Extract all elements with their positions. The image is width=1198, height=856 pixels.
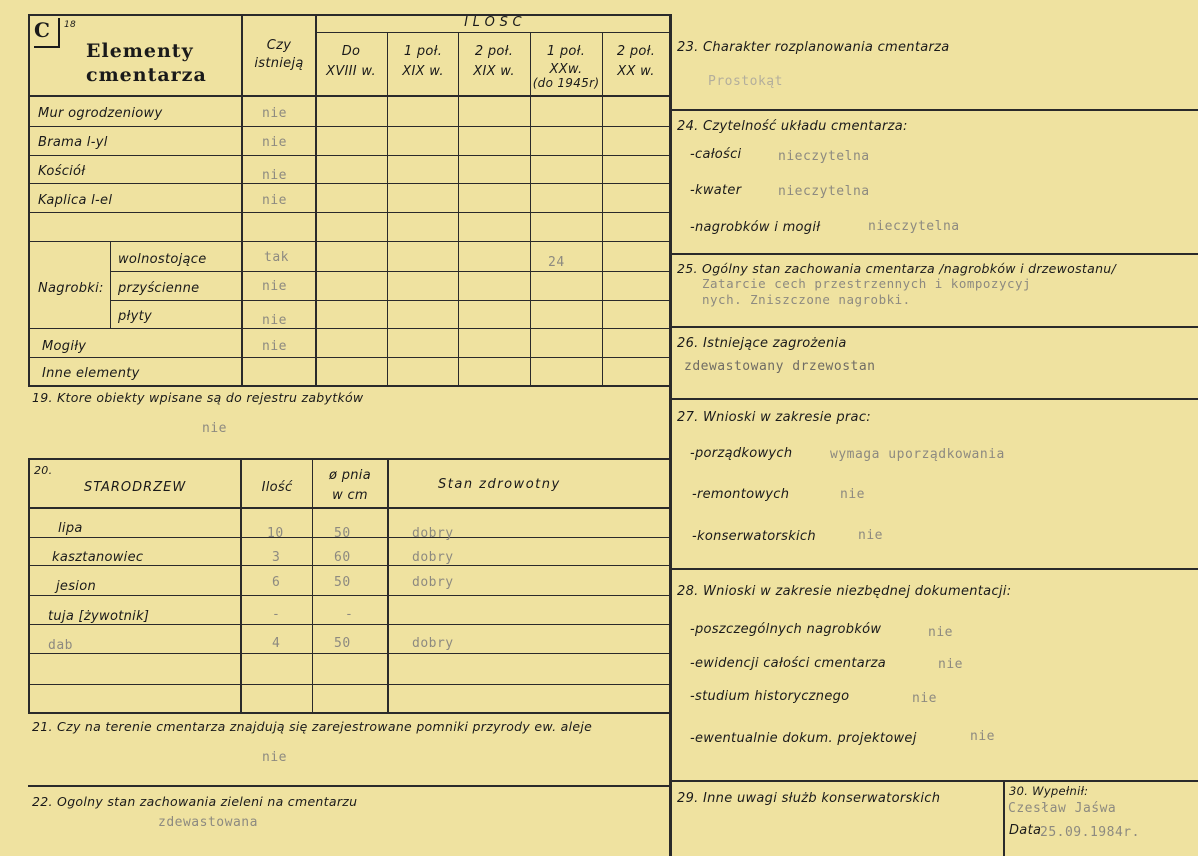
col-20b-l1: 2 poł. [616,44,656,59]
rule [28,357,671,358]
rule [28,595,671,596]
card-code-letter: C [34,18,50,42]
s28-item-value: nie [912,691,937,706]
row-value-mur: nie [262,106,287,121]
s27-item-label: -konserwatorskich [692,529,816,544]
rule [312,458,313,714]
row-value-wolnostojace: tak [264,250,289,265]
s20-head-count: Ilość [261,480,293,495]
col-18-l2: XVIII w. [326,64,376,79]
tree-health: dobry [412,575,454,590]
s23-value: Prostokąt [708,74,783,89]
card-code [34,18,60,46]
s30-date-label: Data [1009,823,1042,838]
rule [602,32,603,386]
tree-name: lipa [58,521,83,536]
rule [28,155,671,156]
row-value-brama: nie [262,135,287,150]
s24-item-value: nieczytelna [778,149,870,164]
rule [530,32,531,386]
s28-item-label: -ewentualnie dokum. projektowej [690,731,917,746]
s30-name: Czesław Jaśwa [1008,801,1117,816]
row-label-kaplica: Kaplica l-el [38,193,113,208]
title-line-2: cmentarza [86,64,207,86]
row-label-wolnostojace: wolnostojące [118,252,207,267]
tree-name: jesion [56,579,96,594]
rule [28,712,671,714]
rule [387,458,389,714]
s21-label: 21. Czy na terenie cmentarza znajdują się zarejestrowane pomniki przyrody ew. aleje [32,719,593,734]
s25-label: 25. Ogólny stan zachowania cmentarza /nagrobków i drzewostanu/ [677,261,1117,276]
s30-label: 30. Wypełnił: [1009,784,1089,798]
s27-item-value: nie [840,487,865,502]
nagrobki-label: Nagrobki: [38,281,104,296]
row-label-inne: Inne elementy [42,366,140,381]
s30-date: 25.09.1984r. [1040,825,1140,840]
rule [28,684,671,685]
s20-num: 20. [34,464,53,477]
rule [28,507,671,509]
s24-item-value: nieczytelna [778,184,870,199]
tree-dia: - [345,607,354,622]
row-value-mogily: nie [262,339,287,354]
s27-item-value: wymaga uporządkowania [830,447,1005,462]
ilosc-header: I L O S C [464,15,522,30]
rule [671,326,1198,328]
tree-dia: 50 [334,526,351,541]
s21-value: nie [262,750,287,765]
col-czy-1: Czy [266,38,292,53]
rule [110,241,111,329]
s28-item-label: -poszczególnych nagrobków [690,622,882,637]
rule [458,32,459,386]
tree-health: dobry [412,636,454,651]
s28-item-value: nie [970,729,995,744]
rule [28,458,30,714]
tree-count: 6 [272,575,281,590]
rule [241,14,243,386]
rule [387,32,388,386]
col-20a-l1: 1 poł. [546,44,586,59]
col-19a-l1: 1 poł. [403,44,443,59]
rule [671,253,1198,255]
tree-count: 4 [272,636,281,651]
s20-head-health: Stan zdrowotny [438,477,561,492]
s26-value: zdewastowany drzewostan [684,359,876,374]
rule [671,398,1198,400]
row-label-kosciol: Kościół [38,164,86,179]
tree-health: dobry [412,550,454,565]
s23-label: 23. Charakter rozplanowania cmentarza [677,40,950,55]
s27-item-label: -porządkowych [690,446,793,461]
rule [28,95,671,97]
tree-name: tuja [żywotnik] [48,609,150,624]
row-label-plyty: płyty [118,309,152,324]
row-label-mogily: Mogiły [42,339,87,354]
rule [671,109,1198,111]
s25-line-1: Zatarcie cech przestrzennych i kompozycyj [702,276,1032,291]
rule [671,780,1198,782]
s29-label: 29. Inne uwagi służb konserwatorskich [677,791,941,806]
rule [28,385,671,387]
col-18-l1: Do [341,44,361,59]
s19-value: nie [202,421,227,436]
rule [28,126,671,127]
rule [671,568,1198,570]
rule [669,14,672,856]
rule [28,212,671,213]
row-label-przyscienne: przyścienne [118,281,200,296]
rule [28,14,30,386]
col-19b-l1: 2 poł. [474,44,514,59]
tree-dia: 50 [334,575,351,590]
col-20b-l2: XX w. [617,64,655,79]
s28-item-label: -ewidencji całości cmentarza [690,656,887,671]
rule [240,458,242,714]
s24-item-value: nieczytelna [868,219,960,234]
rule [110,271,671,272]
s20-head-dia-2: w cm [332,488,368,503]
tree-dia: 60 [334,550,351,565]
col-19a-l2: XIX w. [402,64,444,79]
s27-label: 27. Wnioski w zakresie prac: [677,410,871,425]
s25-line-2: nych. Zniszczone nagrobki. [702,292,911,307]
s22-label: 22. Ogolny stan zachowania zieleni na cmentarzu [32,794,358,809]
rule [1003,780,1005,856]
row-value-kosciol: nie [262,168,287,183]
tree-count: 3 [272,550,281,565]
col-19b-l2: XIX w. [473,64,515,79]
rule [28,328,671,329]
col-czy-2: istnieją [254,56,304,71]
rule [315,32,671,33]
tree-dia: 50 [334,636,351,651]
rule [28,624,671,625]
col-20a-l2: XXw. [549,62,583,77]
s19-label: 19. Ktore obiekty wpisane są do rejestru zabytków [32,390,364,405]
row-label-mur: Mur ogrodzeniowy [38,106,163,121]
rule [110,300,671,301]
s24-item-label: -całości [690,147,742,162]
row-value-plyty: nie [262,313,287,328]
rule [315,14,317,386]
s27-item-value: nie [858,528,883,543]
rule [28,785,671,787]
rule [28,241,671,242]
tree-health: dobry [412,526,454,541]
row-label-brama: Brama l-yl [38,135,108,150]
rule [28,565,671,566]
tree-name: kasztanowiec [52,550,144,565]
title-line-1: Elementy [86,40,194,62]
s28-label: 28. Wnioski w zakresie niezbędnej dokumentacji: [677,584,1012,599]
s22-value: zdewastowana [158,815,258,830]
row-count-wolnostojace: 24 [548,255,565,270]
s24-item-label: -kwater [690,183,742,198]
s28-item-value: nie [938,657,963,672]
rule [28,653,671,654]
tree-count: 10 [267,526,284,541]
tree-name: dab [48,638,73,653]
s28-item-value: nie [928,625,953,640]
rule [28,458,671,460]
row-value-kaplica: nie [262,193,287,208]
s24-label: 24. Czytelność układu cmentarza: [677,119,908,134]
rule [28,183,671,184]
s20-head-name: STARODRZEW [84,480,187,495]
card-code-sup: 18 [64,20,77,30]
col-20a-l3: (do 1945r) [532,76,600,90]
tree-count: - [272,607,281,622]
s24-item-label: -nagrobków i mogił [690,220,821,235]
s28-item-label: -studium historycznego [690,689,850,704]
row-value-przyscienne: nie [262,279,287,294]
s27-item-label: -remontowych [692,487,790,502]
s20-head-dia-1: ø pnia [329,468,371,483]
s26-label: 26. Istniejące zagrożenia [677,336,847,351]
rule [28,14,671,16]
